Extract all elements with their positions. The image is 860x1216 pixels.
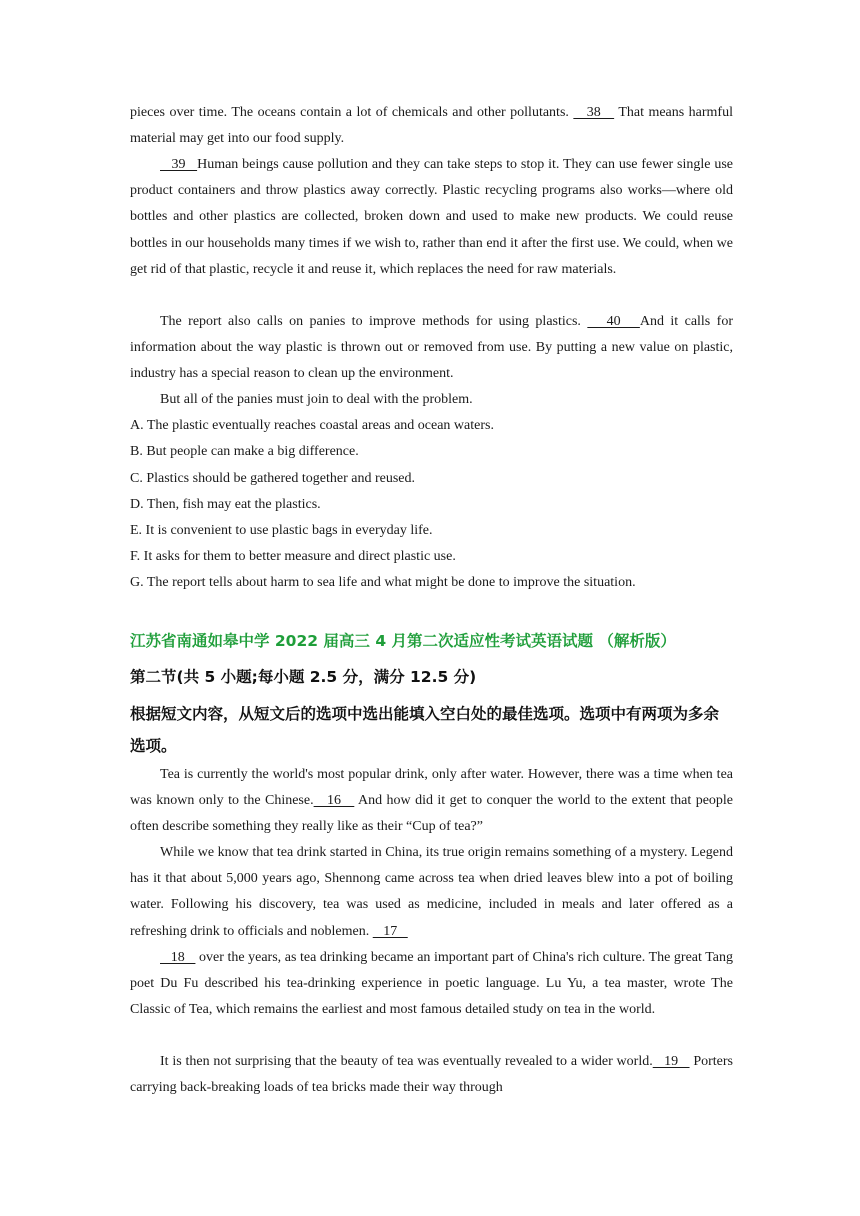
passage2-paragraph-4: [130, 1049, 733, 1101]
source-title: 江苏省南通如皋中学 2022 届高三 4 月第二次适应性考试英语试题 （解析版）: [130, 632, 676, 650]
passage2-paragraph-2: [130, 840, 733, 945]
blank-40[interactable]: 40: [587, 314, 640, 329]
passage2-paragraph-1: [130, 762, 733, 841]
blank-16[interactable]: 16: [313, 793, 355, 809]
option-g: G. The report tells about harm to sea life and what might be done to improve the situation.: [130, 575, 636, 590]
blank-19[interactable]: 19: [652, 1054, 690, 1069]
blank-38[interactable]: 38: [573, 105, 615, 120]
option-f: F. It asks for them to better measure and direct plastic use.: [130, 549, 456, 564]
option-e: E. It is convenient to use plastic bags in everyday life.: [130, 523, 433, 538]
text: That means harmful material may get into our food supply.: [130, 105, 733, 147]
section-title: 第二节(共 5 小题;每小题 2.5 分，满分 12.5 分): [130, 668, 477, 686]
blank-39[interactable]: 39: [160, 157, 198, 172]
passage1-paragraph-4: But all of the panies must join to deal with the problem.: [160, 392, 473, 407]
option-a: A. The plastic eventually reaches coastal areas and ocean waters.: [130, 418, 494, 433]
text: Human beings cause pollution and they can take steps to stop it. They can use fewer single use product containers and throw plastics away correctly. Plastic recycling programs also works—where old bottles and other plastics are collected, broken down and used to make new products. We could reuse bottles in our households many times if we wish to, rather than end it after the first use. We could, when we get rid of that plastic, recycle it and reuse it, which replaces the need for raw materials.: [130, 157, 733, 277]
text: And it calls for information about the way plastic is thrown out or removed from use. By putting a new value on plastic, industry has a special reason to clean up the environment.: [130, 314, 734, 382]
text: And how did it get to conquer the world to the extent that people often describe something they really like as their “Cup of tea?”: [130, 793, 734, 835]
passage1-paragraph-3: [130, 309, 733, 388]
instruction: 根据短文内容，从短文后的选项中选出能填入空白处的最佳选项。选项中有两项为多余选项。: [130, 705, 720, 755]
text: The report also calls on panies to improve methods for using plastics.: [160, 314, 588, 329]
option-c: C. Plastics should be gathered together and reused.: [130, 471, 415, 486]
passage1-paragraph-2: [130, 152, 733, 283]
blank-17[interactable]: 17: [372, 923, 408, 939]
text: Tea is currently the world's most popular drink, only after water. However, there was a time when tea was known only to the Chinese.: [130, 767, 733, 809]
option-d: D. Then, fish may eat the plastics.: [130, 497, 321, 512]
passage2-paragraph-3: [130, 945, 733, 1024]
text: over the years, as tea drinking became an important part of China's rich culture. The great Tang poet Du Fu described his tea-drinking experience in poetic language. Lu Yu, a tea master, wrote The Classic of Tea, which remains the earliest and most famous detailed study on tea in the world.: [130, 950, 733, 1018]
text: pieces over time. The oceans contain a lot of chemicals and other pollutants.: [130, 105, 574, 120]
text: While we know that tea drink started in China, its true origin remains something of a mystery. Legend has it that about 5,000 years ago, Shennong came across tea when dried leaves blew into a pot of boiling water. Following his discovery, tea was used as medicine, included in meals and later offered as a refreshing drink to officials and noblemen.: [130, 845, 733, 939]
passage1-paragraph-1: [130, 100, 733, 152]
blank-18[interactable]: 18: [160, 950, 196, 965]
text: It is then not surprising that the beauty of tea was eventually revealed to a wider world.: [160, 1054, 653, 1069]
option-b: B. But people can make a big difference.: [130, 444, 359, 459]
text: Porters carrying back-breaking loads of tea bricks made their way through: [130, 1054, 733, 1096]
